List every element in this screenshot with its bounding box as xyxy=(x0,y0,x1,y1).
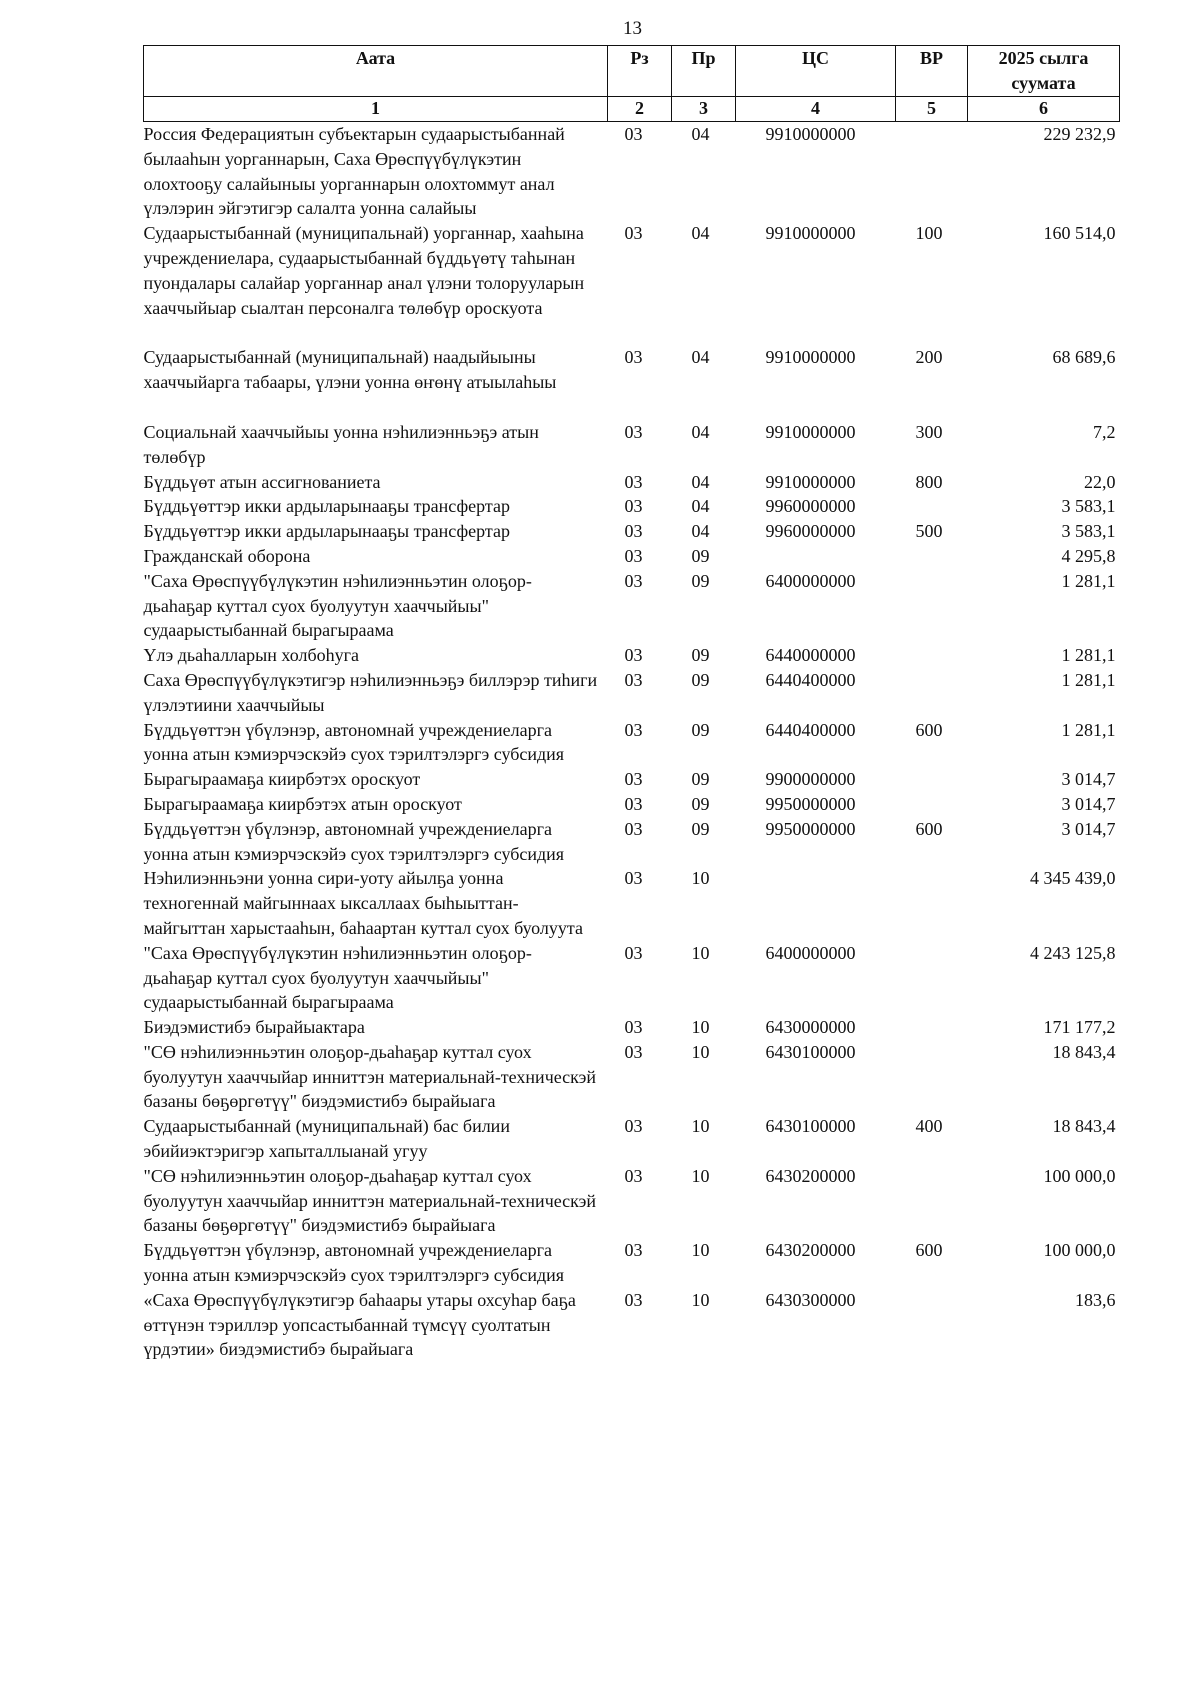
row-name-cell: "СӨ нэһилиэнньэтин олоҕор-дьаһаҕар куттал суох буолуутун хааччыйар инниттэн материальнай-техническэй базаны бөҕөргөтүү" биэдэмистибэ бырайыага xyxy=(143,1041,597,1112)
row-name-cell: Судаарыстыбаннай (муниципальнай) уорганнар, хааһына учреждениелара, судаарыстыбаннай бүддьүөтү таһынан пуондалары салайар уорганнар анал үлэни толорууларын хааччыйыар сыалтан персоналга төлөбүр ороскуота xyxy=(143,223,585,318)
row-pr-cell: 04 xyxy=(691,521,710,542)
row-vr-cell xyxy=(896,941,968,1015)
row-name-cell: "Саха Өрөспүүбүлүкэтин нэһилиэнньэтин олоҕор-дьаһаҕар куттал суох буолуутун хааччыйыы" судаарыстыбаннай бырагыраама xyxy=(143,570,532,641)
table-row xyxy=(144,345,1120,420)
table-row xyxy=(144,643,1120,668)
row-rz-cell: 03 xyxy=(624,1289,643,1310)
header-rz: Рз xyxy=(608,46,672,97)
column-number: 6 xyxy=(968,97,1120,122)
table-row xyxy=(144,941,1120,1015)
row-sum-cell: 171 177,2 xyxy=(1043,1017,1116,1038)
row-vr-cell: 600 xyxy=(915,1240,943,1261)
row-name-cell: Бүддьүөттэн үбүлэнэр, автономнай учреждениеларга уонна атын кэмиэрчэскэйэ суох тэрилтэлэргэ субсидия xyxy=(143,1240,565,1286)
row-cs-cell xyxy=(736,866,896,940)
row-sum-cell: 3 014,7 xyxy=(1061,769,1116,790)
row-vr-cell: 200 xyxy=(915,347,943,368)
column-number: 1 xyxy=(144,97,608,122)
row-sum-cell: 1 281,1 xyxy=(1061,645,1116,666)
row-rz-cell: 03 xyxy=(624,1017,643,1038)
row-name-cell: Үлэ дьаһалларын холбоһуга xyxy=(143,645,359,666)
row-sum-cell: 7,2 xyxy=(1093,421,1116,442)
row-rz-cell: 03 xyxy=(624,868,643,889)
table-row xyxy=(144,792,1120,817)
row-cs-cell xyxy=(736,544,896,569)
row-cs-cell: 9950000000 xyxy=(765,793,856,814)
row-cs-cell: 6430100000 xyxy=(765,1041,856,1062)
row-vr-cell xyxy=(896,1288,968,1362)
column-number: 2 xyxy=(608,97,672,122)
row-pr-cell: 10 xyxy=(691,1165,710,1186)
row-rz-cell: 03 xyxy=(624,645,643,666)
row-name-cell: "Саха Өрөспүүбүлүкэтин нэһилиэнньэтин олоҕор-дьаһаҕар куттал суох буолуутун хааччыйыы" судаарыстыбаннай бырагыраама xyxy=(143,942,532,1013)
row-rz-cell: 03 xyxy=(624,1116,643,1137)
row-vr-cell: 400 xyxy=(915,1116,943,1137)
table-row xyxy=(144,1164,1120,1238)
row-vr-cell: 600 xyxy=(915,719,943,740)
row-cs-cell: 9910000000 xyxy=(765,124,856,144)
row-sum-cell: 18 843,4 xyxy=(1052,1116,1116,1137)
row-pr-cell: 10 xyxy=(691,1289,710,1310)
row-sum-cell: 160 514,0 xyxy=(1043,223,1116,244)
row-name-cell: Бүддьүөт атын ассигнованиета xyxy=(143,471,381,492)
row-pr-cell: 09 xyxy=(691,570,710,591)
column-number-row xyxy=(144,97,1120,122)
row-vr-cell xyxy=(896,544,968,569)
row-name-cell: "СӨ нэһилиэнньэтин олоҕор-дьаһаҕар куттал суох буолуутун хааччыйар инниттэн материальнай-техническэй базаны бөҕөргөтүү" биэдэмистибэ бырайыага xyxy=(143,1165,597,1236)
row-rz-cell: 03 xyxy=(624,669,643,690)
row-sum-cell: 4 243 125,8 xyxy=(1030,942,1116,963)
row-vr-cell xyxy=(896,494,968,519)
row-pr-cell: 09 xyxy=(691,793,710,814)
table-row xyxy=(144,767,1120,792)
row-name-cell: Бүддьүөттэн үбүлэнэр, автономнай учреждениеларга уонна атын кэмиэрчэскэйэ суох тэрилтэлэргэ субсидия xyxy=(143,818,565,864)
row-pr-cell: 10 xyxy=(691,1017,710,1038)
table-row xyxy=(144,519,1120,544)
row-sum-cell: 229 232,9 xyxy=(1043,124,1116,144)
table-row xyxy=(144,420,1120,470)
header-cs: ЦС xyxy=(736,46,896,97)
row-vr-cell xyxy=(896,569,968,643)
row-sum-cell: 4 345 439,0 xyxy=(1030,868,1116,889)
row-name-cell: Бырагыраамаҕа киирбэтэх атын ороскуот xyxy=(143,793,462,814)
row-pr-cell: 09 xyxy=(691,719,710,740)
row-pr-cell: 10 xyxy=(691,1041,710,1062)
row-sum-cell: 100 000,0 xyxy=(1043,1165,1116,1186)
row-rz-cell: 03 xyxy=(624,124,643,144)
row-vr-cell: 300 xyxy=(915,421,943,442)
row-pr-cell: 09 xyxy=(691,645,710,666)
row-cs-cell: 6400000000 xyxy=(765,570,856,591)
table-body xyxy=(144,122,1120,1363)
row-pr-cell: 04 xyxy=(691,496,710,517)
row-sum-cell: 18 843,4 xyxy=(1052,1041,1116,1062)
table-row xyxy=(144,866,1120,940)
row-pr-cell: 09 xyxy=(691,769,710,790)
row-pr-cell: 09 xyxy=(691,669,710,690)
row-pr-cell: 10 xyxy=(691,1116,710,1137)
row-pr-cell: 10 xyxy=(691,868,710,889)
row-sum-cell: 4 295,8 xyxy=(1061,545,1116,566)
row-cs-cell: 9960000000 xyxy=(765,521,856,542)
row-sum-cell: 183,6 xyxy=(1075,1289,1116,1310)
row-sum-cell: 68 689,6 xyxy=(1052,347,1116,368)
table-row xyxy=(144,1238,1120,1288)
row-sum-cell: 3 583,1 xyxy=(1061,521,1116,542)
table-row xyxy=(144,1015,1120,1040)
row-cs-cell: 6400000000 xyxy=(765,942,856,963)
header-pr: Пр xyxy=(672,46,736,97)
row-cs-cell: 6440400000 xyxy=(765,669,856,690)
row-name-cell: Бүддьүөттэн үбүлэнэр, автономнай учреждениеларга уонна атын кэмиэрчэскэйэ суох тэрилтэлэргэ субсидия xyxy=(143,719,565,765)
row-pr-cell: 10 xyxy=(691,1240,710,1261)
row-rz-cell: 03 xyxy=(624,521,643,542)
row-sum-cell: 1 281,1 xyxy=(1061,570,1116,591)
table-row xyxy=(144,544,1120,569)
row-cs-cell: 9950000000 xyxy=(765,818,856,839)
row-vr-cell xyxy=(896,668,968,718)
header-sum: 2025 сылга суумата xyxy=(968,46,1120,97)
table-row xyxy=(144,1288,1120,1362)
table-row xyxy=(144,1114,1120,1164)
row-cs-cell: 6430300000 xyxy=(765,1289,856,1310)
row-rz-cell: 03 xyxy=(624,1165,643,1186)
row-name-cell: Биэдэмистибэ бырайыактара xyxy=(143,1017,365,1038)
row-rz-cell: 03 xyxy=(624,1041,643,1062)
header-vr: ВР xyxy=(896,46,968,97)
row-rz-cell: 03 xyxy=(624,942,643,963)
row-cs-cell: 9910000000 xyxy=(765,421,856,442)
row-vr-cell xyxy=(896,1040,968,1114)
table-row xyxy=(144,1040,1120,1114)
row-rz-cell: 03 xyxy=(624,496,643,517)
row-name-cell: Бүддьүөттэр икки ардыларынааҕы трансфертар xyxy=(143,496,510,517)
row-rz-cell: 03 xyxy=(624,1240,643,1261)
table-row xyxy=(144,470,1120,495)
row-name-cell: «Саха Өрөспүүбүлүкэтигэр баһаары утары охсуһар баҕа өттүнэн тэриллэр уопсастыбаннай түмсүү суолтатын үрдэтии» биэдэмистибэ бырайыага xyxy=(143,1289,576,1360)
row-vr-cell: 500 xyxy=(915,521,943,542)
row-pr-cell: 04 xyxy=(691,347,710,368)
row-vr-cell xyxy=(896,643,968,668)
row-vr-cell: 600 xyxy=(915,818,943,839)
row-pr-cell: 09 xyxy=(691,818,710,839)
row-name-cell: Бырагыраамаҕа киирбэтэх ороскуот xyxy=(143,769,421,790)
table-header-row xyxy=(144,46,1120,97)
row-vr-cell xyxy=(896,1015,968,1040)
column-number: 3 xyxy=(672,97,736,122)
row-rz-cell: 03 xyxy=(624,471,643,492)
table-row xyxy=(144,221,1120,345)
header-name: Аата xyxy=(144,46,608,97)
row-cs-cell: 9910000000 xyxy=(765,347,856,368)
row-pr-cell: 04 xyxy=(691,421,710,442)
row-vr-cell: 800 xyxy=(915,471,943,492)
table-row xyxy=(144,668,1120,718)
row-cs-cell: 9910000000 xyxy=(765,223,856,244)
row-cs-cell: 9960000000 xyxy=(765,496,856,517)
row-cs-cell: 6430000000 xyxy=(765,1017,856,1038)
row-vr-cell xyxy=(896,122,968,222)
column-number: 5 xyxy=(896,97,968,122)
row-vr-cell xyxy=(896,866,968,940)
table-row xyxy=(144,494,1120,519)
row-name-cell: Бүддьүөттэр икки ардыларынааҕы трансфертар xyxy=(143,521,510,542)
table-row xyxy=(144,817,1120,867)
row-cs-cell: 9910000000 xyxy=(765,471,856,492)
row-cs-cell: 6430100000 xyxy=(765,1116,856,1137)
row-rz-cell: 03 xyxy=(624,719,643,740)
row-rz-cell: 03 xyxy=(624,818,643,839)
row-rz-cell: 03 xyxy=(624,223,643,244)
row-pr-cell: 04 xyxy=(691,471,710,492)
row-rz-cell: 03 xyxy=(624,769,643,790)
table-row xyxy=(144,718,1120,768)
row-name-cell: Россия Федерациятын субъектарын судаарыстыбаннай былааһын уорганнарын, Саха Өрөспүүбүлүкэтин олохтооҕу салайыныы уорганнарын олохтоммут анал үлэлэрин эйгэтигэр салалта уонна салайыы xyxy=(143,124,565,219)
row-sum-cell: 22,0 xyxy=(1084,471,1116,492)
row-name-cell: Саха Өрөспүүбүлүкэтигэр нэһилиэнньэҕэ биллэрэр тиһиги үлэлэтиини хааччыйыы xyxy=(143,669,598,715)
row-name-cell: Судаарыстыбаннай (муниципальнай) наадыйыыны хааччыйарга табаары, үлэни уонна өҥөнү атыылаһыы xyxy=(143,347,557,393)
row-pr-cell: 09 xyxy=(691,545,710,566)
table-row xyxy=(144,569,1120,643)
row-rz-cell: 03 xyxy=(624,793,643,814)
budget-table xyxy=(143,45,1120,1362)
row-rz-cell: 03 xyxy=(624,347,643,368)
page-number: 13 xyxy=(623,18,642,39)
row-vr-cell xyxy=(896,1164,968,1238)
row-rz-cell: 03 xyxy=(624,545,643,566)
row-rz-cell: 03 xyxy=(624,570,643,591)
row-name-cell: Гражданскай оборона xyxy=(143,545,311,566)
row-sum-cell: 3 583,1 xyxy=(1061,496,1116,517)
row-name-cell: Судаарыстыбаннай (муниципальнай) бас билии эбийиэктэригэр хапыталлыанай угуу xyxy=(143,1116,510,1162)
row-name-cell: Социальнай хааччыйыы уонна нэһилиэнньэҕэ атын төлөбүр xyxy=(143,421,539,467)
row-pr-cell: 10 xyxy=(691,942,710,963)
row-pr-cell: 04 xyxy=(691,223,710,244)
row-cs-cell: 9900000000 xyxy=(765,769,856,790)
row-sum-cell: 100 000,0 xyxy=(1043,1240,1116,1261)
row-sum-cell: 1 281,1 xyxy=(1061,669,1116,690)
table-row xyxy=(144,122,1120,222)
row-sum-cell: 3 014,7 xyxy=(1061,818,1116,839)
row-vr-cell: 100 xyxy=(915,223,943,244)
row-rz-cell: 03 xyxy=(624,421,643,442)
row-sum-cell: 3 014,7 xyxy=(1061,793,1116,814)
row-pr-cell: 04 xyxy=(691,124,710,144)
row-cs-cell: 6430200000 xyxy=(765,1165,856,1186)
row-name-cell: Нэһилиэнньэни уонна сири-уоту айылҕа уонна техногеннай майгыннаах ыксаллаах быһыыттан-майгыттан харыстааһын, баһаартан куттал суох буолуута xyxy=(143,868,583,938)
column-number: 4 xyxy=(736,97,896,122)
row-cs-cell: 6430200000 xyxy=(765,1240,856,1261)
row-vr-cell xyxy=(896,792,968,817)
row-vr-cell xyxy=(896,767,968,792)
row-sum-cell: 1 281,1 xyxy=(1061,719,1116,740)
row-cs-cell: 6440400000 xyxy=(765,719,856,740)
row-cs-cell: 6440000000 xyxy=(765,645,856,666)
